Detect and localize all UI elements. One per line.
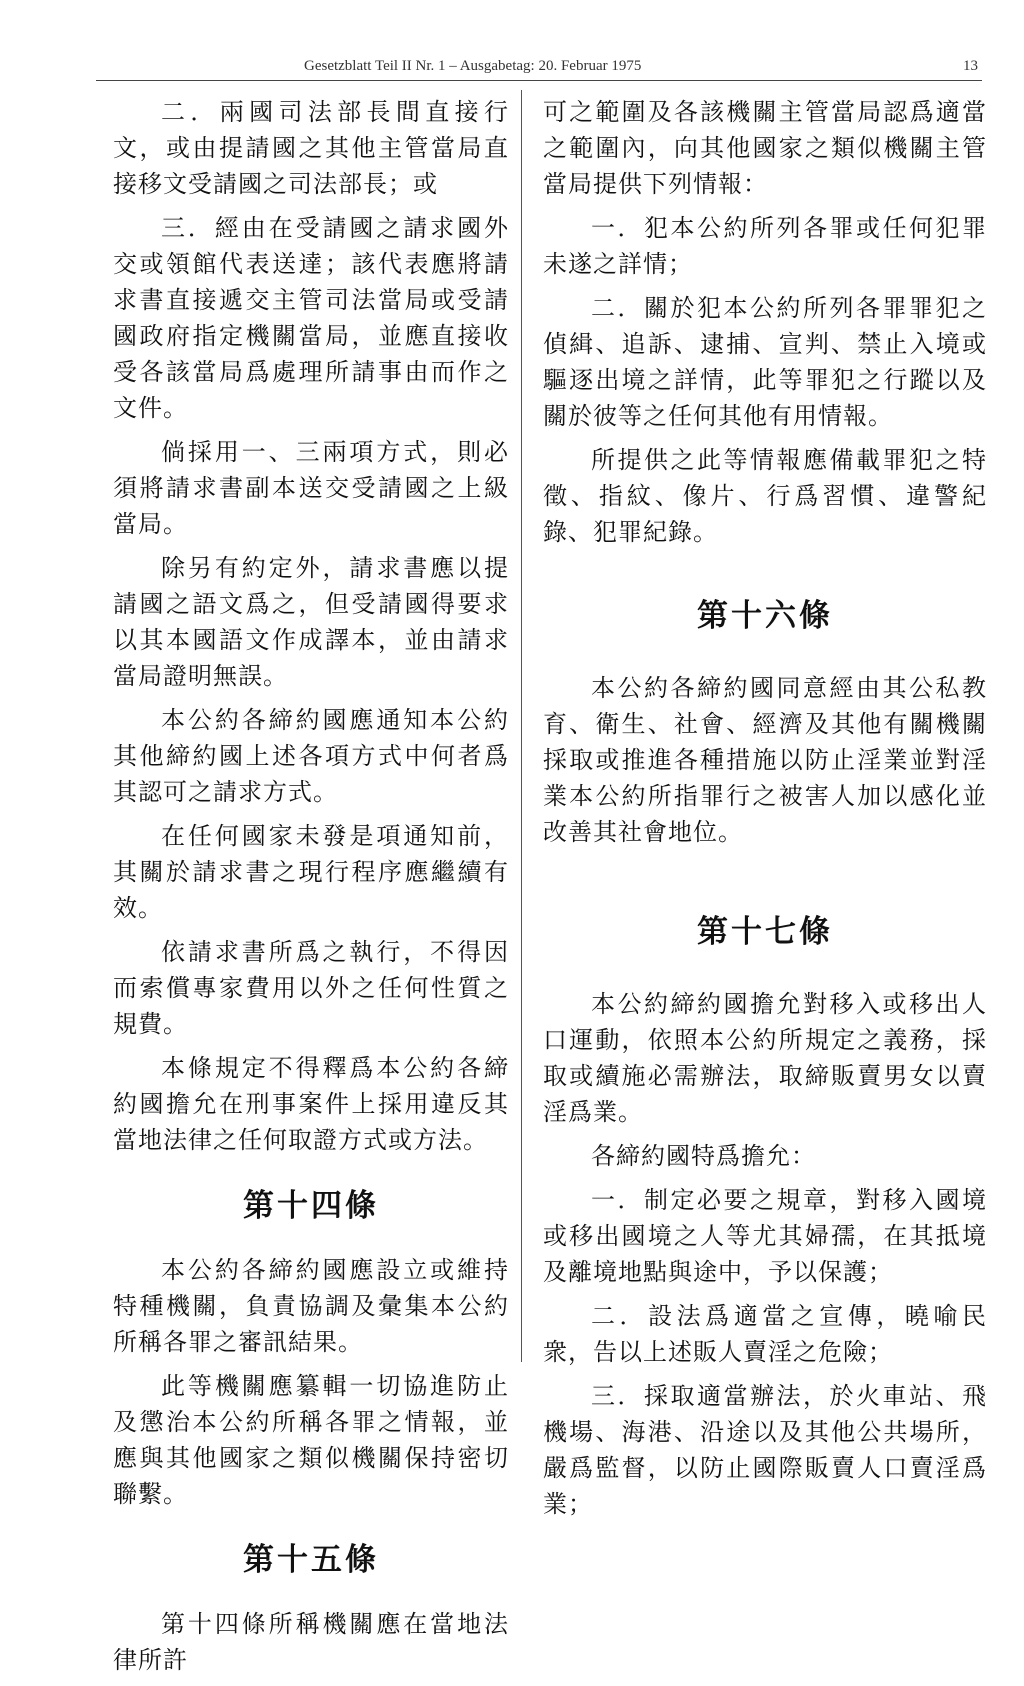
paragraph: 在任何國家未發是項通知前，其關於請求書之現行程序應繼續有效。 (113, 822, 509, 922)
column-divider (521, 90, 522, 1362)
paragraph: 依請求書所爲之執行，不得因而索償專家費用以外之任何性質之規費。 (113, 938, 509, 1038)
article-15-heading: 第十五條 (243, 1542, 379, 1578)
gazette-header-title: Gesetzblatt Teil II Nr. 1 – Ausgabetag: 20. Februar 1975 (304, 58, 642, 74)
paragraph: 此等機關應纂輯一切協進防止及懲治本公約所稱各罪之情報，並應與其他國家之類似機關保持密切聯繫。 (113, 1372, 509, 1508)
paragraph: 可之範圍及各該機關主管當局認爲適當之範圍內，向其他國家之類似機關主管當局提供下列情報： (543, 98, 987, 198)
page-header (96, 54, 986, 84)
paragraph: 一．犯本公約所列各罪或任何犯罪未遂之詳情； (543, 214, 987, 278)
right-column (543, 94, 987, 1530)
paragraph: 三．經由在受請國之請求國外交或領館代表送達；該代表應將請求書直接遞交主管司法當局或受請國政府指定機關當局，並應直接收受各該當局爲處理所請事由而作之文件。 (113, 214, 509, 422)
paragraph: 二．兩國司法部長間直接行文，或由提請國之其他主管當局直接移文受請國之司法部長；或 (113, 98, 509, 198)
header-rule (96, 80, 982, 81)
paragraph: 除另有約定外，請求書應以提請國之語文爲之，但受請國得要求以其本國語文作成譯本，並由請求當局證明無誤。 (113, 554, 509, 690)
left-column (113, 94, 509, 1686)
paragraph: 一．制定必要之規章，對移入國境或移出國境之人等尤其婦孺，在其抵境及離境地點與途中，予以保護； (543, 1186, 987, 1286)
paragraph: 倘採用一、三兩項方式，則必須將請求書副本送交受請國之上級當局。 (113, 438, 509, 538)
paragraph: 所提供之此等情報應備載罪犯之特徵、指紋、像片、行爲習慣、違警紀錄、犯罪紀錄。 (543, 446, 987, 546)
article-16-heading: 第十六條 (697, 598, 833, 634)
paragraph: 本公約各締約國應通知本公約其他締約國上述各項方式中何者爲其認可之請求方式。 (113, 706, 509, 806)
article-17-heading: 第十七條 (697, 914, 833, 950)
paragraph: 各締約國特爲擔允： (591, 1142, 816, 1170)
paragraph: 本公約締約國擔允對移入或移出人口運動，依照本公約所規定之義務，採取或續施必需辦法，取締販賣男女以賣淫爲業。 (543, 990, 987, 1126)
paragraph: 本公約各締約國應設立或維持特種機關，負責協調及彙集本公約所稱各罪之審訊結果。 (113, 1256, 509, 1356)
paragraph: 本條規定不得釋爲本公約各締約國擔允在刑事案件上採用違反其當地法律之任何取證方式或方法。 (113, 1054, 509, 1154)
paragraph: 第十四條所稱機關應在當地法律所許 (113, 1610, 509, 1674)
paragraph: 三．採取適當辦法，於火車站、飛機場、海港、沿途以及其他公共場所，嚴爲監督，以防止國際販賣人口賣淫爲業； (543, 1382, 987, 1518)
paragraph: 本公約各締約國同意經由其公私教育、衛生、社會、經濟及其他有關機關採取或推進各種措施以防止淫業並對淫業本公約所指罪行之被害人加以感化並改善其社會地位。 (543, 674, 987, 846)
article-14-heading: 第十四條 (243, 1188, 379, 1224)
paragraph: 二．關於犯本公約所列各罪罪犯之偵緝、追訴、逮捕、宣判、禁止入境或驅逐出境之詳情，此等罪犯之行蹤以及關於彼等之任何其他有用情報。 (543, 294, 987, 430)
paragraph: 二．設法爲適當之宣傳，曉喻民衆，告以上述販人賣淫之危險； (543, 1302, 987, 1366)
page-number: 13 (963, 58, 978, 74)
